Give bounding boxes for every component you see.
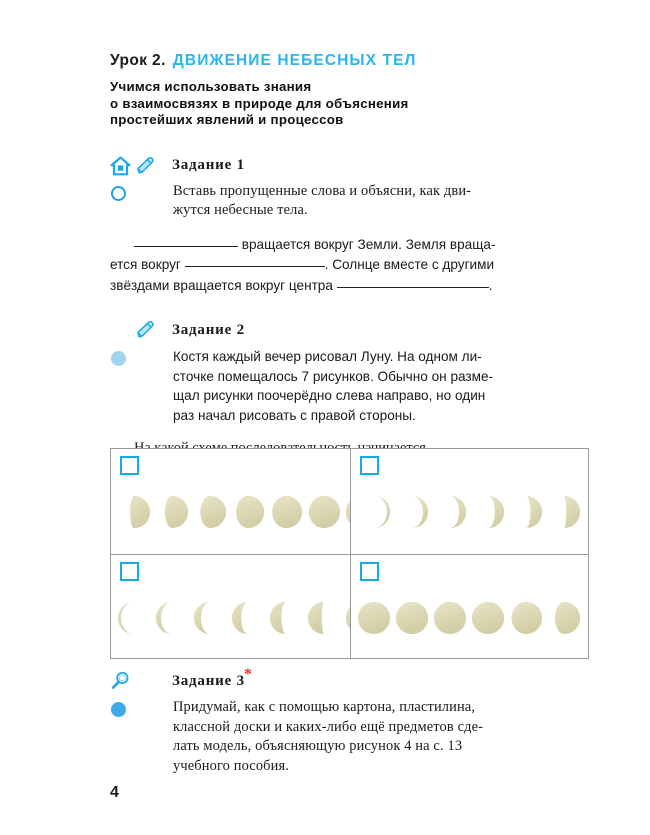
moon-option-bottom-left[interactable] [111, 554, 350, 659]
moon-phase [115, 599, 153, 637]
task-1-header [110, 153, 590, 179]
moon-row-top-right [355, 491, 587, 533]
task-1 [110, 153, 590, 297]
moon-option-bottom-right[interactable] [350, 554, 589, 659]
task-3-header [110, 665, 590, 694]
fill-line-1-text: вращается вокруг Земли. Земля враща- [238, 236, 496, 252]
page-title [110, 52, 590, 70]
task-2-text-line-4: раз начал рисовать с правой стороны. [173, 407, 416, 423]
home-icon [110, 156, 131, 176]
answer-blank-1[interactable] [134, 246, 238, 247]
moon-phase [507, 599, 545, 637]
fill-line-2-suffix: . Солнце вместе с другими [324, 257, 495, 273]
fill-line-3-suffix: . [488, 277, 493, 293]
pencil-icon [135, 320, 156, 340]
moon-phase [267, 599, 305, 637]
answer-blank-2[interactable] [185, 266, 325, 267]
task-1-bullet-column [110, 182, 173, 201]
task-3 [110, 665, 590, 776]
task-3-text-line-1: Придумай, как с помощью картона, пластилина, [173, 699, 476, 715]
moon-phase [153, 493, 191, 531]
task-2-text-line-2: сточке помещалось 7 рисунков. Обычно он разме- [173, 368, 494, 384]
fill-line-2-prefix: ется вокруг [110, 257, 185, 273]
moon-phase [305, 493, 343, 531]
moon-phase [507, 493, 545, 531]
fill-line-2 [110, 255, 590, 276]
moon-phase [229, 493, 267, 531]
dot-bullet-icon [111, 351, 126, 366]
fill-line-3-prefix: звёздами вращается вокруг центра [110, 277, 337, 293]
moon-phase [583, 493, 589, 531]
task-3-text-line-2: классной доски и каких-либо ещё предметов сде- [173, 718, 484, 735]
moon-phase [267, 493, 305, 531]
task-3-icons [110, 671, 172, 691]
moon-phase [469, 599, 507, 637]
task-3-bullet-column [110, 698, 173, 717]
ring-bullet-icon [111, 186, 126, 201]
fill-line-1 [110, 235, 590, 256]
moon-phase [431, 493, 469, 531]
pencil-icon [135, 156, 156, 176]
task-2-header [110, 317, 590, 343]
task-3-text-line-3: лать модель, объясняющую рисунок 4 на с. 13 [173, 738, 463, 755]
checkbox-bottom-left[interactable] [120, 562, 139, 581]
task-3-wrapper [110, 665, 590, 776]
task-2-text [173, 347, 590, 425]
moon-phase [545, 599, 583, 637]
dot-bullet-icon [111, 702, 126, 717]
task-3-text-line-4: учебного пособия. [173, 757, 290, 774]
lesson-goal-line-3: простейших явлений и процессов [110, 112, 344, 127]
moon-row-bottom-right [355, 597, 587, 639]
task-2-label: Задание 2 [172, 321, 245, 338]
lesson-goal-line-1: Учимся использовать знания [110, 79, 312, 94]
task-1-body [110, 182, 590, 221]
fill-line-3 [110, 276, 590, 297]
lesson-goal-line-2: о взаимосвязях в природе для объяснения [110, 95, 409, 111]
moon-phase-answer-grid [110, 448, 589, 659]
moon-phase [115, 493, 153, 531]
page-number: 4 [110, 784, 119, 801]
moon-phase [305, 599, 343, 637]
lesson-number: Урок 2. [110, 52, 166, 69]
magnifier-icon [110, 671, 131, 691]
task-2-body [110, 347, 590, 425]
checkbox-bottom-right[interactable] [360, 562, 379, 581]
checkbox-top-left[interactable] [120, 456, 139, 475]
moon-phase [191, 599, 229, 637]
task-3-text [173, 698, 590, 776]
moon-option-top-right[interactable] [350, 449, 589, 554]
task-2-text-line-1: Костя каждый вечер рисовал Луну. На одном ли- [173, 349, 482, 365]
task-1-instruction [173, 182, 590, 221]
moon-phase [393, 493, 431, 531]
checkbox-top-right[interactable] [360, 456, 379, 475]
task-2-icons [110, 320, 172, 340]
moon-row-bottom-left [115, 597, 348, 639]
lesson-title: ДВИЖЕНИЕ НЕБЕСНЫХ ТЕЛ [172, 52, 417, 69]
moon-phase [469, 493, 507, 531]
moon-row-top-left [115, 491, 348, 533]
moon-phase [583, 599, 589, 637]
star-icon: * [243, 665, 253, 683]
moon-phase [229, 599, 267, 637]
task-1-instruction-line-1: Вставь пропущенные слова и объясни, как дви- [173, 182, 472, 199]
answer-blank-3[interactable] [337, 287, 489, 288]
moon-phase [393, 599, 431, 637]
task-2-bullet-column [110, 347, 173, 366]
task-1-instruction-line-2: жутся небесные тела. [173, 202, 308, 219]
moon-phase [355, 493, 393, 531]
moon-phase [431, 599, 469, 637]
task-3-label [172, 665, 253, 690]
task-1-label: Задание 1 [172, 157, 245, 173]
lesson-goal [110, 79, 590, 129]
moon-phase [545, 493, 583, 531]
task-3-body [110, 698, 590, 776]
task-1-fill-in-exercise [110, 235, 590, 297]
moon-phase [153, 599, 191, 637]
moon-phase [355, 599, 393, 637]
moon-phase [191, 493, 229, 531]
task-1-icons [110, 156, 172, 176]
moon-option-top-left[interactable] [111, 449, 350, 554]
task-3-label-text: Задание 3 [172, 672, 245, 689]
page-content [110, 52, 590, 479]
task-2-text-line-3: щал рисунки поочерёдно слева направо, но один [173, 388, 486, 404]
